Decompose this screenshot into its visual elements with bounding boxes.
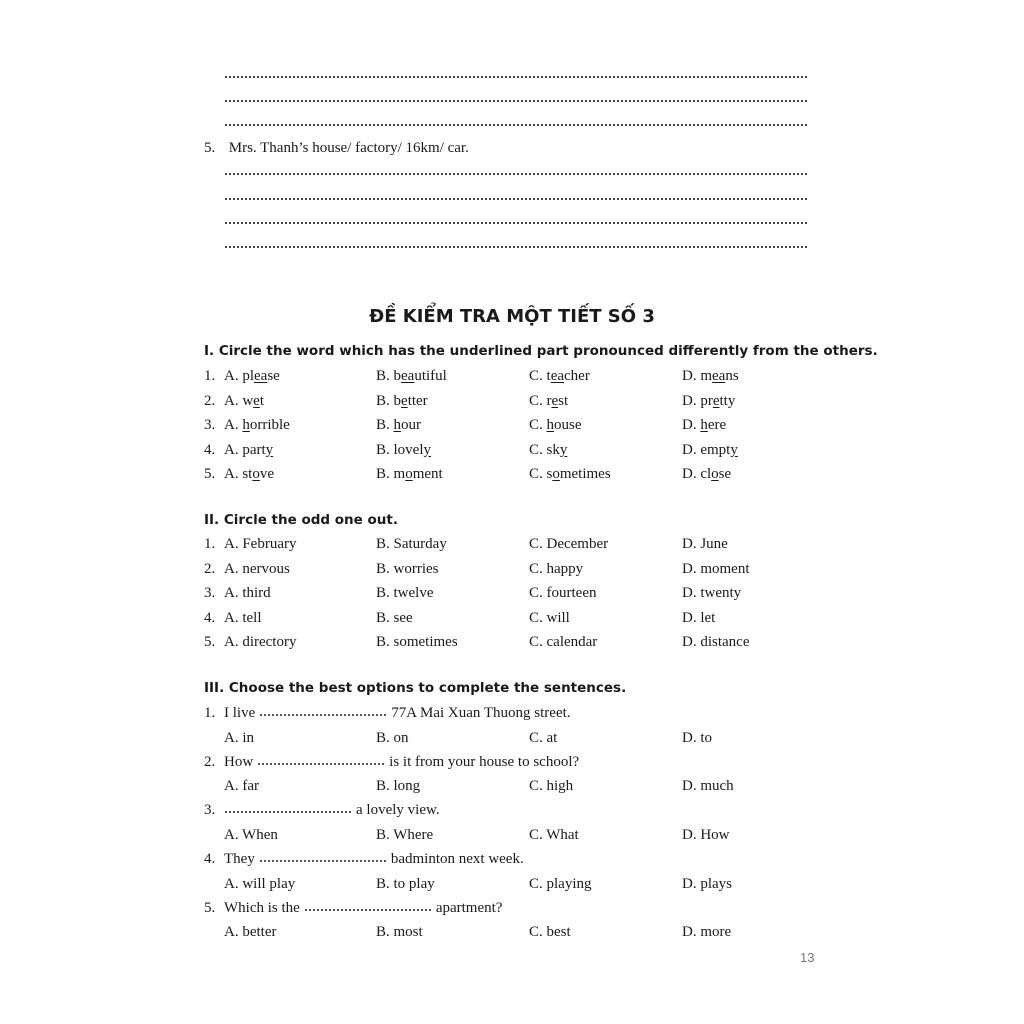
answer-line — [224, 196, 809, 202]
option-prefix: A. pl — [224, 368, 254, 384]
question-text — [224, 753, 579, 771]
option: B. most — [376, 924, 423, 941]
prompt-text: Mrs. Thanh’s house/ factory/ 16km/ car. — [228, 140, 469, 156]
option: A. tell — [224, 609, 262, 626]
option-prefix: D. empt — [682, 441, 731, 458]
option — [682, 367, 739, 385]
blank-line — [259, 859, 387, 863]
option: D. to — [682, 729, 712, 746]
underlined-part: o — [711, 466, 719, 482]
answer-line — [224, 98, 809, 104]
option: B. long — [376, 778, 421, 795]
option-prefix: A. — [224, 417, 243, 433]
underlined-part: ea — [550, 368, 565, 384]
option — [376, 392, 428, 410]
option-prefix: A. w — [224, 392, 254, 409]
option: A. When — [224, 826, 278, 843]
option: B. sometimes — [376, 634, 458, 650]
underlined-part: ea — [401, 368, 415, 384]
option: D. June — [682, 536, 728, 552]
option — [682, 416, 726, 434]
underlined-part: h — [700, 417, 708, 433]
underlined-part: h — [242, 417, 250, 433]
option: A. nervous — [224, 560, 290, 577]
option: B. to play — [376, 875, 435, 892]
option: D. twenty — [682, 585, 742, 601]
option: C. high — [529, 778, 574, 795]
question-text — [224, 801, 440, 819]
option-suffix: ns — [725, 368, 739, 384]
option-prefix: D. cl — [682, 466, 712, 482]
option: C. best — [529, 924, 571, 941]
option-suffix: tter — [407, 392, 428, 409]
question-before: They — [224, 851, 255, 868]
option — [224, 367, 280, 385]
option: C. December — [529, 536, 609, 552]
question-after: apartment? — [435, 899, 503, 916]
section-1-heading: I. Circle the word which has the underlined part pronounced differently from the others. — [204, 343, 878, 359]
option: C. happy — [529, 560, 584, 577]
item-number: 5. — [204, 466, 216, 482]
underlined-part: e — [253, 392, 260, 409]
option-prefix: A. st — [224, 466, 253, 482]
option: A. better — [224, 924, 277, 941]
underlined-part: y — [730, 441, 738, 458]
option — [224, 392, 264, 410]
item-number: 5. — [204, 899, 216, 916]
option-prefix: C. sk — [529, 441, 560, 458]
underlined-part: e — [712, 392, 720, 409]
option: C. What — [529, 826, 579, 843]
question-before: Which is the — [224, 899, 300, 916]
underlined-part: h — [393, 417, 402, 433]
underlined-part: ea — [254, 368, 268, 384]
question-after: a lovely view. — [356, 802, 440, 819]
option: A. third — [224, 585, 271, 601]
option — [529, 416, 582, 434]
option-prefix: D. pr — [682, 392, 713, 409]
option-prefix: B. b — [376, 368, 402, 384]
option-suffix: our — [401, 417, 422, 433]
item-number: 3. — [204, 417, 216, 433]
option-prefix: B. b — [376, 392, 402, 409]
option-prefix: B. — [376, 417, 394, 433]
option — [682, 465, 731, 483]
option — [529, 465, 611, 483]
question-after: is it from your house to school? — [389, 753, 580, 770]
answer-line — [224, 244, 809, 250]
question-text — [224, 899, 502, 917]
option: C. at — [529, 729, 558, 746]
item-number: 3. — [204, 802, 216, 819]
option — [376, 465, 443, 483]
option-suffix: ouse — [554, 417, 582, 433]
underlined-part: o — [552, 466, 560, 482]
question-before: I live — [224, 705, 256, 721]
option — [224, 441, 273, 459]
option-suffix: st — [558, 392, 569, 409]
option: D. distance — [682, 634, 750, 650]
option-prefix: B. m — [376, 466, 406, 482]
option: B. on — [376, 729, 409, 746]
underlined-part: h — [546, 417, 555, 433]
option — [682, 441, 738, 459]
question-after: badminton next week. — [390, 851, 524, 868]
question-text — [224, 704, 571, 722]
option-prefix: C. t — [529, 368, 551, 384]
option — [376, 367, 447, 385]
option — [682, 392, 735, 410]
option: B. worries — [376, 560, 439, 577]
option: A. in — [224, 729, 254, 746]
option-prefix: C. s — [529, 466, 553, 482]
option-prefix: A. part — [224, 441, 266, 458]
option: C. will — [529, 609, 570, 626]
item-number: 4. — [204, 441, 216, 458]
option-suffix: cher — [564, 368, 590, 384]
option: B. see — [376, 609, 413, 626]
underlined-part: o — [252, 466, 260, 482]
question-text — [224, 850, 524, 868]
option-suffix: ere — [707, 417, 727, 433]
option — [529, 392, 568, 410]
underlined-part: o — [405, 466, 413, 482]
option: B. twelve — [376, 585, 434, 601]
item-number: 1. — [204, 536, 216, 552]
option: D. let — [682, 609, 716, 626]
option-prefix: C. r — [529, 392, 552, 409]
item-number: 2. — [204, 753, 216, 770]
answer-line — [224, 171, 809, 177]
underlined-part: y — [265, 441, 274, 458]
option-suffix: se — [267, 368, 280, 384]
option: A. far — [224, 778, 259, 795]
blank-line — [224, 810, 352, 814]
underlined-part: e — [401, 392, 408, 409]
test-title: ĐỀ KIỂM TRA MỘT TIẾT SỐ 3 — [369, 306, 655, 327]
option: A. February — [224, 536, 297, 552]
option — [529, 367, 590, 385]
option — [529, 441, 567, 459]
option-suffix: utiful — [414, 368, 447, 384]
item-number: 1. — [204, 368, 216, 384]
option-suffix: ment — [412, 466, 443, 482]
option: C. playing — [529, 875, 592, 892]
option — [224, 416, 290, 434]
option: D. plays — [682, 875, 732, 892]
prev-item-5 — [204, 139, 469, 157]
option — [376, 416, 421, 434]
blank-line — [257, 762, 385, 766]
option-suffix: se — [718, 466, 732, 482]
answer-line — [224, 74, 809, 80]
option: A. directory — [224, 634, 297, 650]
page-number: 13 — [800, 950, 815, 965]
item-number: 3. — [204, 585, 216, 601]
underlined-part: ea — [712, 368, 726, 384]
option: B. Where — [376, 826, 434, 843]
option: D. How — [682, 826, 730, 843]
option-prefix: B. lovel — [376, 441, 424, 458]
option: A. will play — [224, 875, 296, 892]
option: C. calendar — [529, 634, 598, 650]
option-prefix: D. — [682, 417, 701, 433]
option: D. more — [682, 924, 732, 941]
option: B. Saturday — [376, 536, 447, 552]
item-number: 1. — [204, 705, 216, 721]
answer-line — [224, 220, 809, 226]
option — [224, 465, 274, 483]
option-suffix: metimes — [559, 466, 611, 482]
option: D. much — [682, 778, 734, 795]
blank-line — [259, 713, 387, 717]
option — [376, 441, 431, 459]
item-number: 5. — [204, 634, 216, 650]
underlined-part: y — [423, 441, 431, 458]
answer-line — [224, 122, 809, 128]
option-prefix: C. — [529, 417, 547, 433]
question-after: 77A Mai Xuan Thuong street. — [391, 705, 571, 721]
option-suffix: ve — [259, 466, 275, 482]
item-number: 4. — [204, 609, 216, 626]
section-3-heading: III. Choose the best options to complete the sentences. — [204, 680, 627, 696]
option-suffix: orrible — [249, 417, 290, 433]
section-2-heading: II. Circle the odd one out. — [204, 512, 398, 528]
underlined-part: y — [559, 441, 568, 458]
blank-line — [304, 908, 432, 912]
option: D. moment — [682, 560, 750, 577]
item-number: 2. — [204, 560, 216, 577]
option-suffix: tty — [719, 392, 736, 409]
item-number: 4. — [204, 851, 216, 868]
option-suffix: t — [259, 392, 265, 409]
question-before: How — [224, 753, 254, 770]
item-number: 2. — [204, 392, 216, 409]
item-number: 5. — [204, 140, 216, 156]
underlined-part: e — [551, 392, 559, 409]
option-prefix: D. m — [682, 368, 712, 384]
option: C. fourteen — [529, 585, 597, 601]
